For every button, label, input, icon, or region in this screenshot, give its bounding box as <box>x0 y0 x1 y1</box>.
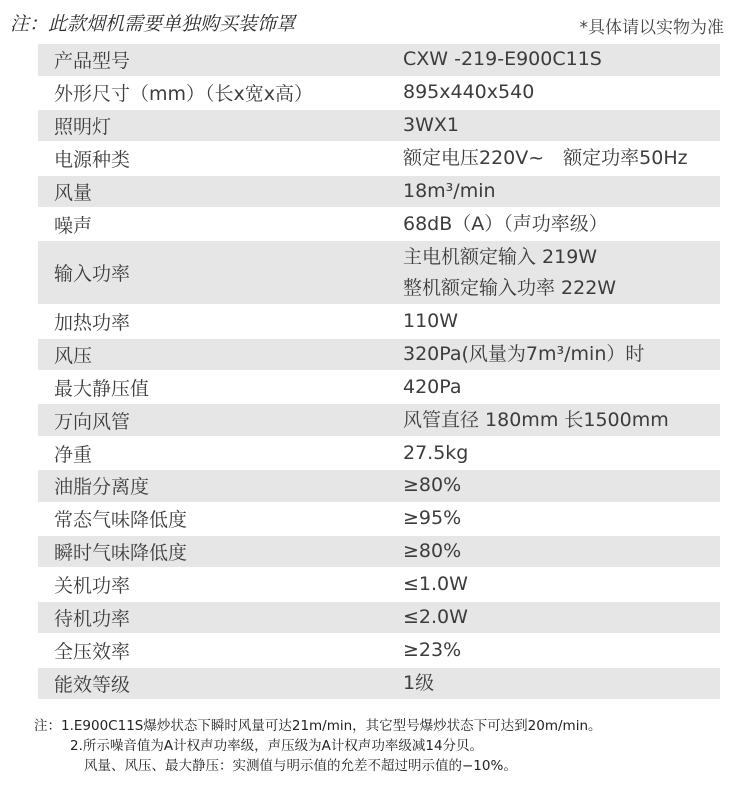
spec-label: 照明灯 <box>54 116 112 139</box>
spec-label: 噪声 <box>54 214 93 237</box>
spec-label: 待机功率 <box>54 608 131 630</box>
spec-label: 输入功率 <box>54 263 131 286</box>
spec-row <box>38 44 720 76</box>
spec-label: 电源种类 <box>54 148 131 171</box>
spec-label: 最大静压值 <box>54 377 150 400</box>
header-note: 注：此款烟机需要单独购买装饰罩 <box>10 13 296 35</box>
spec-label: 外形尺寸（mm）（长x宽x高） <box>54 83 314 106</box>
spec-row <box>38 404 720 436</box>
spec-value-line: 整机额定输入功率 222W <box>403 276 617 299</box>
footnote-line: 2.所示噪音值为A计权声功率级，声压级为A计权声功率级减14分贝。 <box>70 738 484 754</box>
spec-label: 瞬时气味降低度 <box>54 542 188 565</box>
spec-value: 895x440x540 <box>403 81 535 104</box>
spec-label: 风量 <box>54 181 93 204</box>
spec-row <box>38 668 720 700</box>
spec-value-line: 主电机额定输入 219W <box>403 245 598 268</box>
spec-value: 27.5kg <box>403 441 469 464</box>
spec-row <box>38 143 720 175</box>
spec-label: 关机功率 <box>54 575 131 598</box>
spec-value: ≥80% <box>403 474 462 497</box>
spec-row <box>38 77 720 109</box>
spec-value: 额定电压220V~ 额定功率50Hz <box>403 146 688 169</box>
spec-label: 万向风管 <box>54 410 131 433</box>
spec-label: 常态气味降低度 <box>54 509 188 532</box>
spec-value: 68dB（A）（声功率级） <box>403 212 608 235</box>
spec-row <box>38 339 720 371</box>
spec-label: 加热功率 <box>54 311 131 334</box>
spec-row <box>38 208 720 240</box>
spec-row <box>38 536 720 568</box>
spec-value: 18m³/min <box>403 179 496 202</box>
spec-row <box>38 241 720 304</box>
spec-row <box>38 470 720 502</box>
spec-row <box>38 503 720 535</box>
spec-row <box>38 569 720 601</box>
spec-value: 3WX1 <box>403 114 459 137</box>
spec-value: 1级 <box>403 671 435 694</box>
spec-row <box>38 602 720 634</box>
spec-label: 油脂分离度 <box>54 476 150 499</box>
spec-table <box>38 44 720 700</box>
spec-row <box>38 437 720 469</box>
spec-value: ≤1.0W <box>403 573 468 596</box>
spec-row <box>38 306 720 338</box>
spec-label: 净重 <box>54 443 93 466</box>
spec-value: 110W <box>403 309 459 332</box>
spec-row <box>38 372 720 404</box>
spec-value: ≥23% <box>403 638 462 661</box>
spec-value: CXW -219-E900C11S <box>403 48 602 71</box>
footnote-line: 风量、风压、最大静压：实测值与明示值的允差不超过明示值的−10%。 <box>84 758 517 774</box>
spec-label: 能效等级 <box>54 673 131 696</box>
spec-value: 420Pa <box>403 375 462 398</box>
spec-row <box>38 110 720 142</box>
spec-value: ≤2.0W <box>403 606 468 628</box>
spec-row <box>38 635 720 667</box>
spec-value <box>403 242 720 304</box>
footnotes <box>34 716 602 776</box>
spec-value: ≥80% <box>403 540 462 563</box>
disclaimer: *具体请以实物为准 <box>579 18 724 38</box>
spec-label: 产品型号 <box>54 50 131 73</box>
spec-label: 全压效率 <box>54 640 131 663</box>
spec-label: 风压 <box>54 344 93 367</box>
footnote-line: 注：1.E900C11S爆炒状态下瞬时风量可达21m/min，其它型号爆炒状态下可达到20m/min。 <box>34 718 602 734</box>
spec-value: 风管直径 180mm 长1500mm <box>403 408 669 431</box>
spec-row <box>38 176 720 208</box>
spec-value: 320Pa(风量为7m³/min）时 <box>403 342 645 365</box>
spec-value: ≥95% <box>403 507 462 530</box>
